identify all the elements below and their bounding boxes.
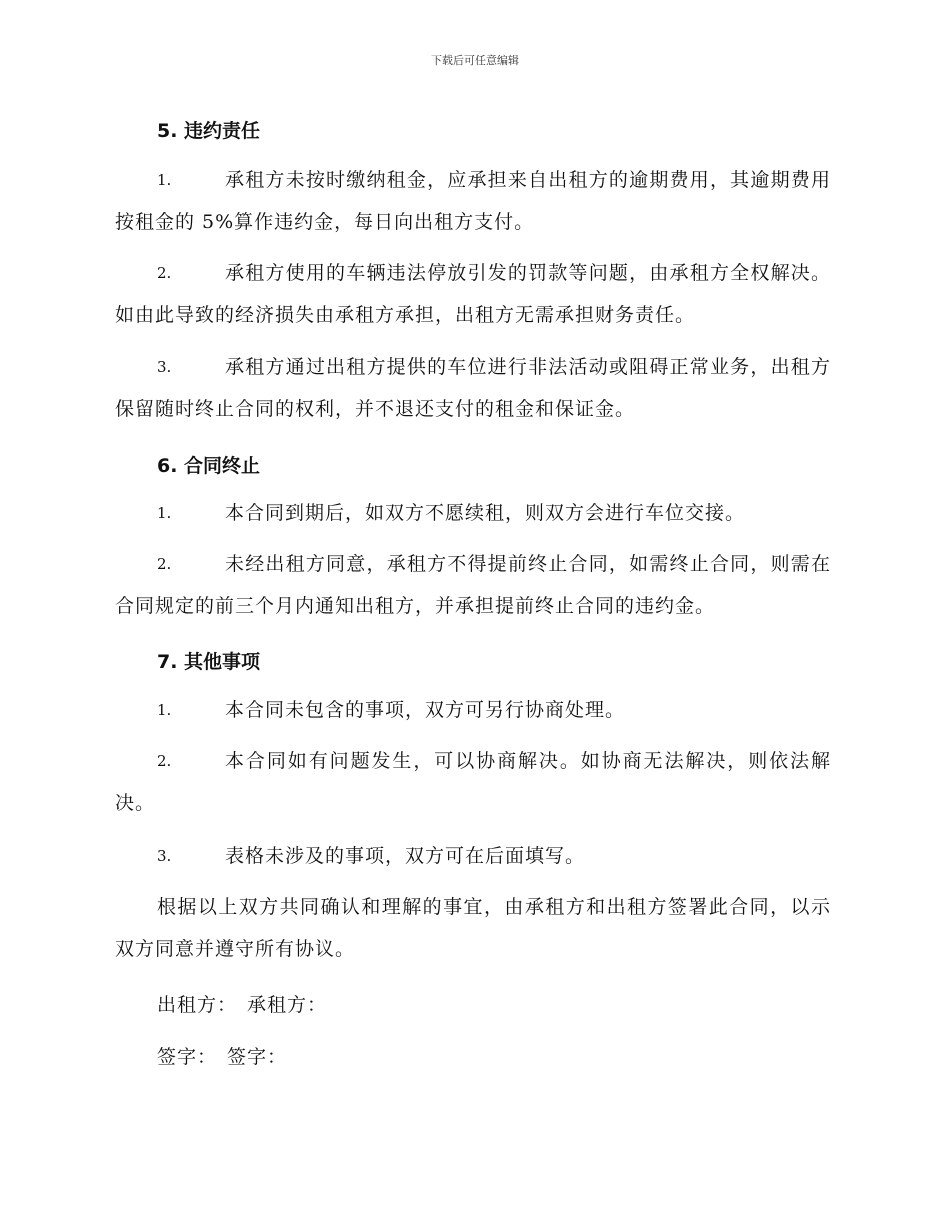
item-number: 1. [157, 171, 172, 189]
item-number: 2. [157, 752, 172, 770]
list-item [115, 159, 831, 243]
item-number: 3. [157, 847, 172, 865]
closing-paragraph: 根据以上双方共同确认和理解的事宜，由承租方和出租方签署此合同，以示双方同意并遵守所有协议。 [115, 896, 831, 960]
section-heading-termination: 6. 合同终止 [157, 455, 261, 477]
item-text: 本合同未包含的事项，双方可另行协商处理。 [225, 699, 626, 721]
item-text: 承租方未按时缴纳租金，应承担来自出租方的逾期费用，其逾期费用按租金的 5%算作违约金，每日向出租方支付。 [115, 169, 831, 233]
page-header: 下载后可任意编辑 [431, 54, 519, 67]
lessee-label: 承租方： [247, 994, 328, 1016]
list-item [115, 252, 831, 336]
item-number: 3. [157, 358, 172, 376]
list-item [115, 740, 831, 824]
list-item [115, 492, 831, 534]
item-text: 表格未涉及的事项，双方可在后面填写。 [225, 845, 586, 867]
section-heading-breach: 5. 违约责任 [157, 120, 261, 142]
item-number: 1. [157, 504, 172, 522]
lessor-signature-label: 签字： [157, 1046, 218, 1068]
list-item [115, 689, 831, 731]
item-text: 本合同到期后，如双方不愿续租，则双方会进行车位交接。 [225, 502, 746, 524]
item-text: 承租方通过出租方提供的车位进行非法活动或阻碍正常业务，出租方保留随时终止合同的权利，并不退还支付的租金和保证金。 [115, 356, 831, 420]
item-number: 2. [157, 555, 172, 573]
item-number: 1. [157, 701, 172, 719]
item-text: 未经出租方同意，承租方不得提前终止合同，如需终止合同，则需在合同规定的前三个月内通知出租方，并承担提前终止合同的违约金。 [115, 553, 831, 617]
item-number: 2. [157, 264, 172, 282]
lessor-label: 出租方： [157, 994, 238, 1016]
party-labels-line [157, 990, 337, 1017]
item-text: 本合同如有问题发生，可以协商解决。如协商无法解决，则依法解决。 [115, 750, 831, 814]
signature-labels-line [157, 1042, 297, 1069]
list-item [115, 835, 831, 877]
list-item [115, 346, 831, 430]
list-item [115, 543, 831, 627]
section-heading-other: 7. 其他事项 [157, 651, 261, 673]
lessee-signature-label: 签字： [227, 1046, 288, 1068]
item-text: 承租方使用的车辆违法停放引发的罚款等问题，由承租方全权解决。如由此导致的经济损失由承租方承担，出租方无需承担财务责任。 [115, 262, 831, 326]
